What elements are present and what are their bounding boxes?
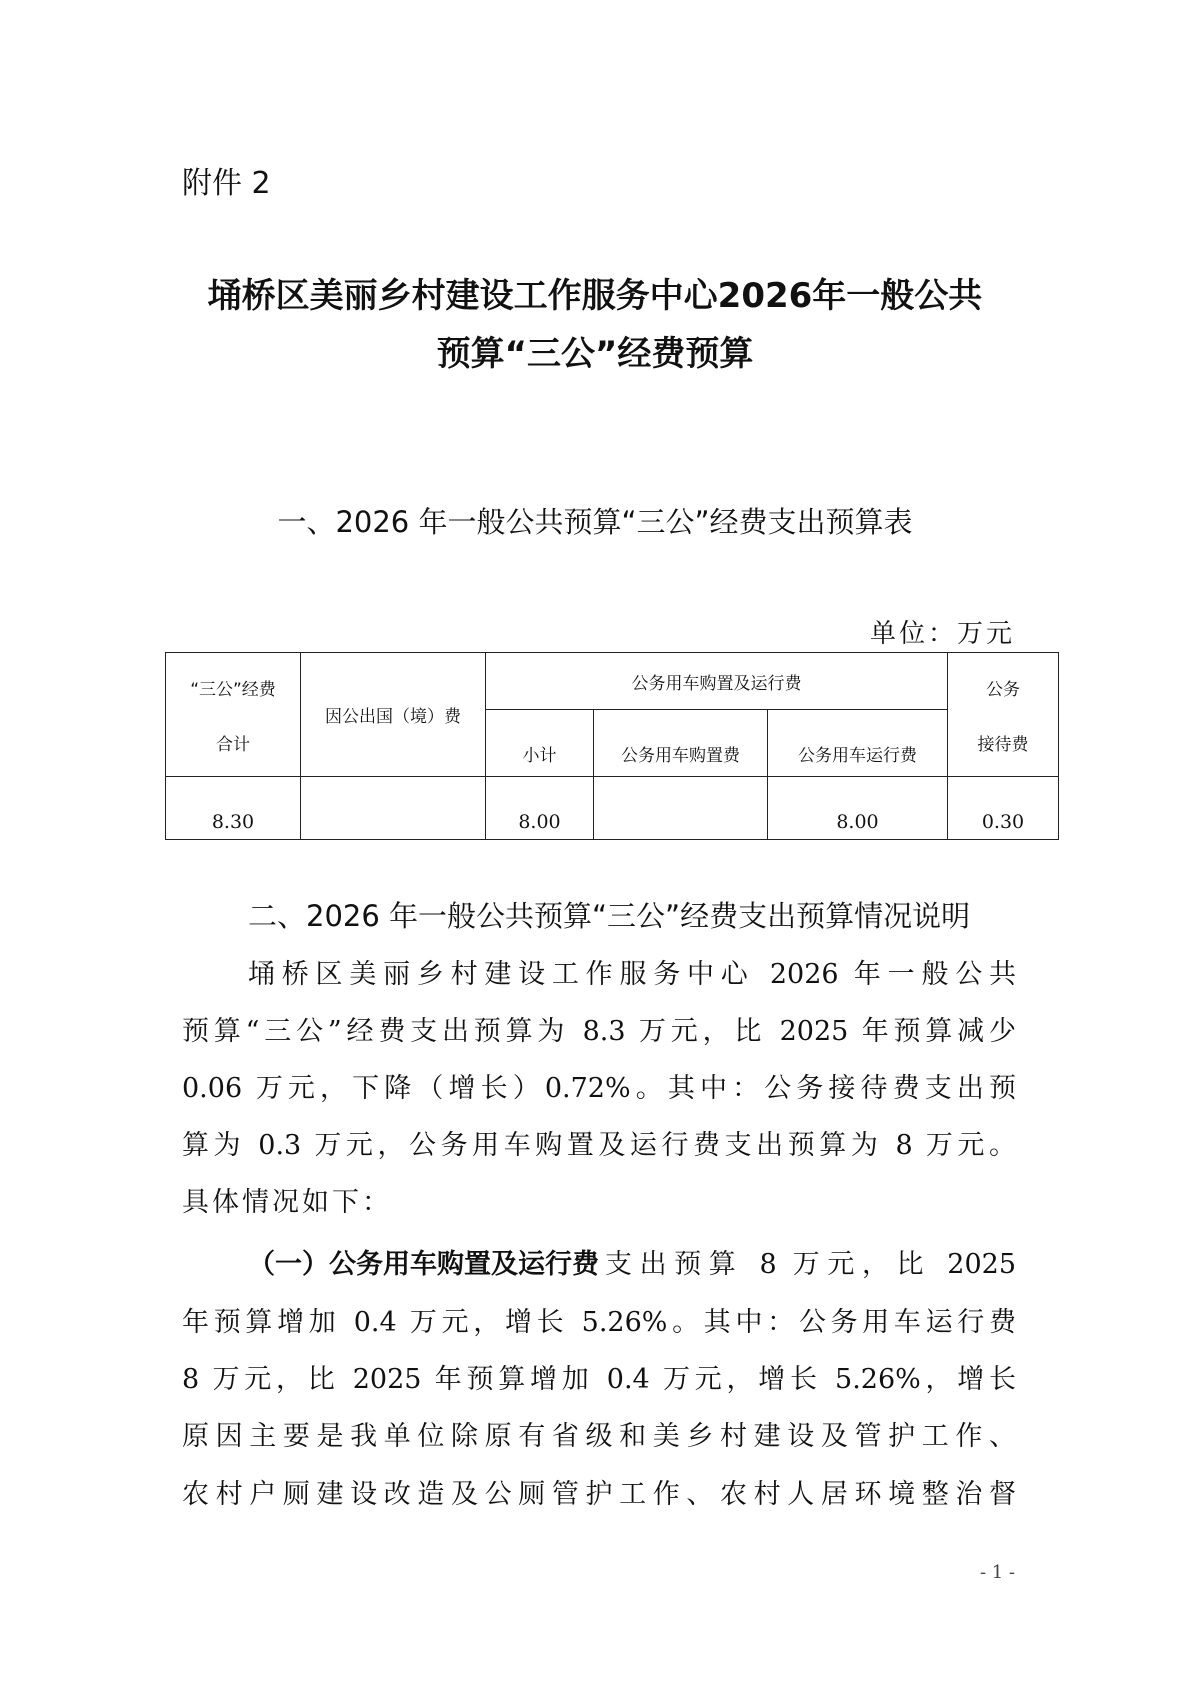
header-total-line1: “三公”经费 [190, 679, 276, 700]
header-reception [948, 653, 1059, 777]
subsection1-first-text: 支出预算 8 万元，比 2025 [605, 1249, 1016, 1280]
paragraph-line: 算为 0.3 万元，公务用车购置及运行费支出预算为 8 万元。 [182, 1130, 1016, 1161]
document-title-line1: 埇桥区美丽乡村建设工作服务中心2026年一般公共 [207, 276, 983, 316]
header-vehicle-group: 公务用车购置及运行费 [486, 653, 948, 710]
unit-label: 单位：万元 [869, 619, 1015, 649]
cell-subtotal: 8.00 [486, 777, 594, 840]
paragraph-line: 具体情况如下： [182, 1187, 392, 1218]
cell-abroad [301, 777, 486, 840]
cell-total: 8.30 [166, 777, 301, 840]
paragraph-line: 埇桥区美丽乡村建设工作服务中心 2026 年一般公共 [248, 959, 1016, 990]
paragraph-line: 原因主要是我单位除原有省级和美乡村建设及管护工作、 [182, 1421, 1016, 1452]
header-abroad: 因公出国（境）费 [301, 653, 486, 777]
header-total [166, 653, 301, 777]
cell-purchase [594, 777, 768, 840]
header-subtotal: 小计 [486, 710, 594, 777]
budget-table [165, 652, 1059, 840]
cell-reception: 0.30 [948, 777, 1059, 840]
attachment-label: 附件 2 [182, 166, 271, 201]
document-title-line2: 预算“三公”经费预算 [436, 334, 754, 374]
cell-operation: 8.00 [768, 777, 948, 840]
table-row [166, 777, 1059, 840]
paragraph-line: 8 万元，比 2025 年预算增加 0.4 万元，增长 5.26%，增长 [182, 1364, 1016, 1395]
section1-heading: 一、2026 年一般公共预算“三公”经费支出预算表 [277, 505, 913, 539]
paragraph-line: 预算“三公”经费支出预算为 8.3 万元，比 2025 年预算减少 [182, 1016, 1016, 1047]
table-header-row [166, 653, 1059, 710]
subsection1-first-line [248, 1242, 1016, 1281]
page-number: - 1 - [979, 1562, 1015, 1583]
section2-heading: 二、2026 年一般公共预算“三公”经费支出预算情况说明 [248, 899, 971, 933]
subsection1-label: （一）公务用车购置及运行费 [248, 1249, 599, 1280]
header-operation: 公务用车运行费 [768, 710, 948, 777]
paragraph-line: 农村户厕建设改造及公厕管护工作、农村人居环境整治督 [182, 1479, 1016, 1510]
paragraph-line: 0.06 万元，下降（增长）0.72%。其中：公务接待费支出预 [182, 1073, 1016, 1104]
header-reception-line2: 接待费 [977, 734, 1029, 755]
header-reception-line1: 公务 [986, 679, 1020, 700]
header-total-line2: 合计 [216, 734, 250, 755]
paragraph-line: 年预算增加 0.4 万元，增长 5.26%。其中：公务用车运行费 [182, 1307, 1016, 1338]
header-purchase: 公务用车购置费 [594, 710, 768, 777]
